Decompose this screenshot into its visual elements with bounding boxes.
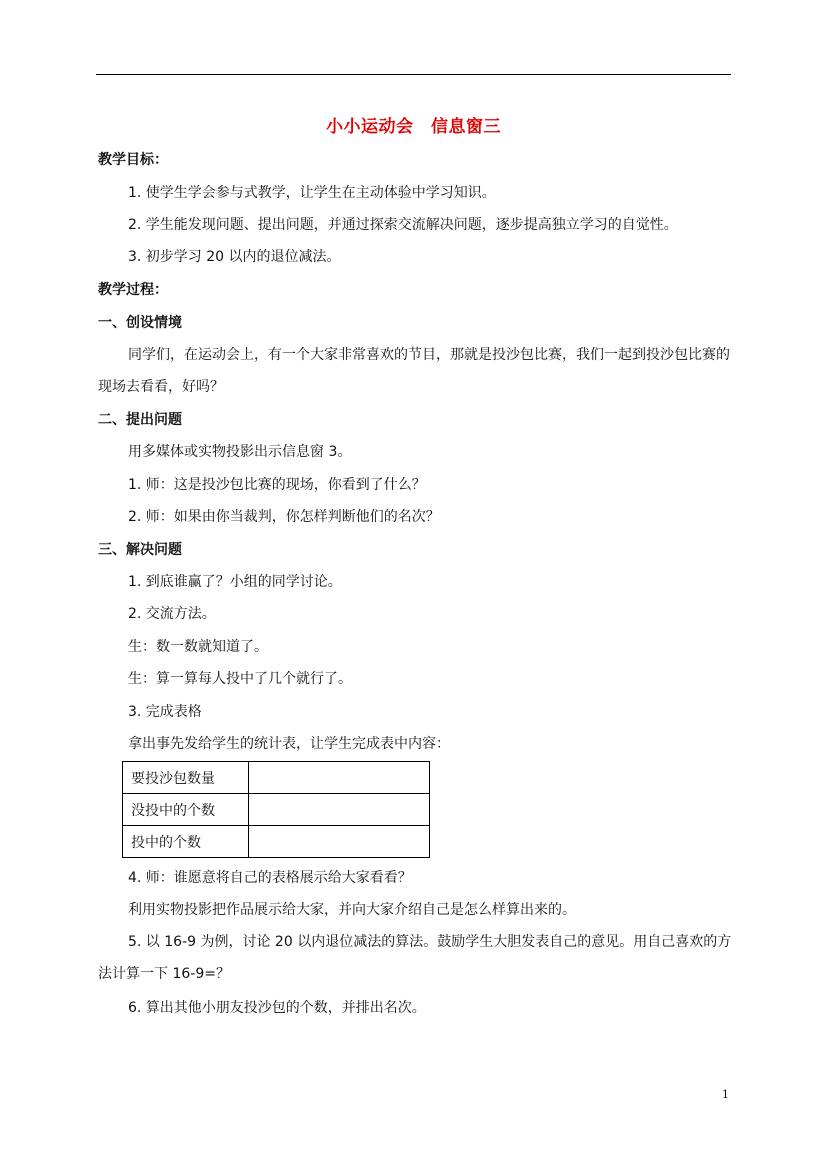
goal-item-1: 1. 使学生学会参与式教学，让学生在主动体验中学习知识。 [128, 185, 496, 201]
section3-line-1: 1. 到底谁赢了？小组的同学讨论。 [128, 574, 342, 590]
section1-heading: 一、创设情境 [98, 315, 182, 331]
section3-item6: 6. 算出其他小朋友投沙包的个数，并排出名次。 [128, 1000, 426, 1016]
document-title: 小小运动会 信息窗三 [326, 117, 501, 137]
section2-line-1: 用多媒体或实物投影出示信息窗 3。 [128, 444, 352, 460]
section2-line-3: 2. 师：如果由你当裁判，你怎样判断他们的名次？ [128, 509, 440, 525]
header-rule [96, 74, 731, 75]
table-row-label: 投中的个数 [123, 826, 249, 858]
table-blank-cell [249, 826, 430, 858]
section2-line-2: 1. 师：这是投沙包比赛的现场，你看到了什么？ [128, 477, 426, 493]
section3-heading: 三、解决问题 [98, 542, 182, 558]
process-heading: 教学过程： [98, 282, 168, 298]
table-row [123, 794, 430, 826]
table-blank-cell [249, 794, 430, 826]
goals-heading: 教学目标： [98, 152, 168, 168]
table-blank-cell [249, 762, 430, 794]
table-row [123, 762, 430, 794]
section3-line-3: 生：数一数就知道了。 [128, 639, 268, 655]
section2-heading: 二、提出问题 [98, 412, 182, 428]
goal-item-3: 3. 初步学习 20 以内的退位减法。 [128, 249, 341, 265]
table-row-label: 没投中的个数 [123, 794, 249, 826]
section3-line-6: 拿出事先发给学生的统计表，让学生完成表中内容： [128, 736, 450, 752]
page-number: 1 [722, 1088, 729, 1101]
section3-item5: 5. 以 16-9 为例，讨论 20 以内退位减法的算法。鼓励学生大胆发表自己的意见。用自己喜欢的方法计算一下 16-9=？ [98, 934, 732, 982]
statistics-table [122, 761, 430, 858]
table-row-label: 要投沙包数量 [123, 762, 249, 794]
section3-line-4: 生：算一算每人投中了几个就行了。 [128, 671, 352, 687]
section3-line-2: 2. 交流方法。 [128, 606, 216, 622]
goal-item-2: 2. 学生能发现问题、提出问题，并通过探索交流解决问题，逐步提高独立学习的自觉性。 [128, 217, 678, 233]
section1-paragraph: 同学们，在运动会上，有一个大家非常喜欢的节目，那就是投沙包比赛，我们一起到投沙包比赛的现场去看看，好吗？ [98, 347, 730, 395]
section3-line-5: 3. 完成表格 [128, 704, 202, 720]
table-row [123, 826, 430, 858]
section3-line-8: 利用实物投影把作品展示给大家，并向大家介绍自己是怎么样算出来的。 [128, 902, 576, 918]
section3-line-7: 4. 师：谁愿意将自己的表格展示给大家看看？ [128, 870, 412, 886]
